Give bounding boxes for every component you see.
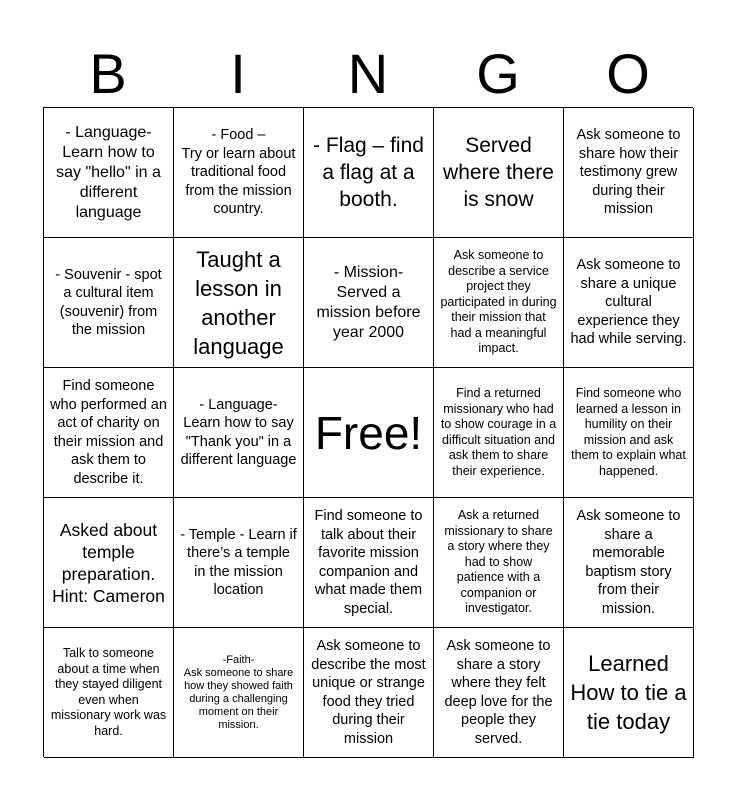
bingo-board	[43, 107, 693, 757]
bingo-cell[interactable]	[44, 108, 174, 238]
bingo-cell[interactable]	[174, 498, 304, 628]
bingo-cell[interactable]	[304, 628, 434, 758]
bingo-cell[interactable]	[304, 238, 434, 368]
bingo-cell[interactable]	[434, 498, 564, 628]
header-letter-g: G	[476, 42, 520, 105]
cell-text: Ask someone to describe the most unique or strange food they tried during their mission	[311, 638, 426, 747]
cell-text: - Language- Learn how to say "hello" in a different language	[56, 123, 161, 221]
bingo-cell[interactable]	[434, 238, 564, 368]
free-space[interactable]	[304, 368, 434, 498]
cell-text: Find someone who performed an act of charity on their mission and ask them to describe it.	[50, 378, 167, 487]
cell-text: - Food – Try or learn about traditional food from the mission country.	[181, 127, 296, 218]
cell-text: -Faith- Ask someone to share how they showed faith during a challenging moment on their mission.	[183, 653, 294, 731]
bingo-cell[interactable]	[564, 498, 694, 628]
bingo-cell[interactable]	[434, 628, 564, 758]
bingo-cell[interactable]	[564, 368, 694, 498]
cell-text: Find someone to talk about their favorite mission companion and what made them special.	[314, 508, 423, 617]
cell-text: Ask someone to share a memorable baptism story from their mission.	[576, 508, 681, 617]
bingo-cell[interactable]	[44, 498, 174, 628]
cell-text: - Souvenir - spot a cultural item (souvenir) from the mission	[55, 266, 162, 338]
bingo-cell[interactable]	[304, 498, 434, 628]
cell-text: Ask someone to share a unique cultural experience they had while serving.	[570, 257, 687, 348]
cell-text: Talk to someone about a time when they stayed diligent even when missionary work was hard.	[50, 646, 167, 738]
bingo-cell[interactable]	[434, 108, 564, 238]
cell-text: - Flag – find a flag at a booth.	[313, 134, 424, 211]
bingo-cell[interactable]	[44, 628, 174, 758]
bingo-cell[interactable]	[564, 108, 694, 238]
header-letter-b: B	[89, 42, 127, 105]
cell-text: Learned How to tie a tie today	[570, 651, 687, 734]
cell-text: - Temple - Learn if there’s a temple in the mission location	[180, 526, 297, 598]
cell-text: Find a returned missionary who had to show courage in a difficult situation and ask them to share their experience.	[440, 386, 557, 478]
bingo-cell[interactable]	[564, 238, 694, 368]
bingo-cell[interactable]	[174, 238, 304, 368]
bingo-cell[interactable]	[44, 238, 174, 368]
bingo-cell[interactable]	[304, 108, 434, 238]
bingo-cell[interactable]	[564, 628, 694, 758]
free-space-label: Free!	[314, 406, 423, 459]
bingo-cell[interactable]	[174, 108, 304, 238]
bingo-header	[43, 38, 693, 110]
cell-text: Asked about temple preparation. Hint: Cameron	[52, 519, 165, 606]
cell-text: - Mission- Served a mission before year 2000	[316, 263, 421, 341]
cell-text: Ask someone to describe a service project they participated in during their mission that had a meaningful impact.	[440, 248, 557, 356]
cell-text: Ask someone to share a story where they felt deep love for the people they served.	[444, 638, 553, 747]
cell-text: Taught a lesson in another language	[193, 246, 284, 359]
bingo-cell[interactable]	[44, 368, 174, 498]
cell-text: Find someone who learned a lesson in humility on their mission and ask them to explain what happened.	[571, 386, 686, 478]
cell-text: - Language- Learn how to say "Thank you" in a different language	[180, 396, 297, 468]
header-letter-i: I	[230, 42, 246, 105]
bingo-cell[interactable]	[174, 368, 304, 498]
header-letter-n: N	[347, 42, 389, 105]
bingo-cell[interactable]	[174, 628, 304, 758]
cell-text: Ask a returned missionary to share a story where they had to show patience with a companion or investigator.	[444, 508, 553, 616]
cell-text: Ask someone to share how their testimony grew during their mission	[576, 127, 681, 218]
bingo-cell[interactable]	[434, 368, 564, 498]
cell-text: Served where there is snow	[443, 134, 554, 211]
header-letter-o: O	[606, 42, 650, 105]
